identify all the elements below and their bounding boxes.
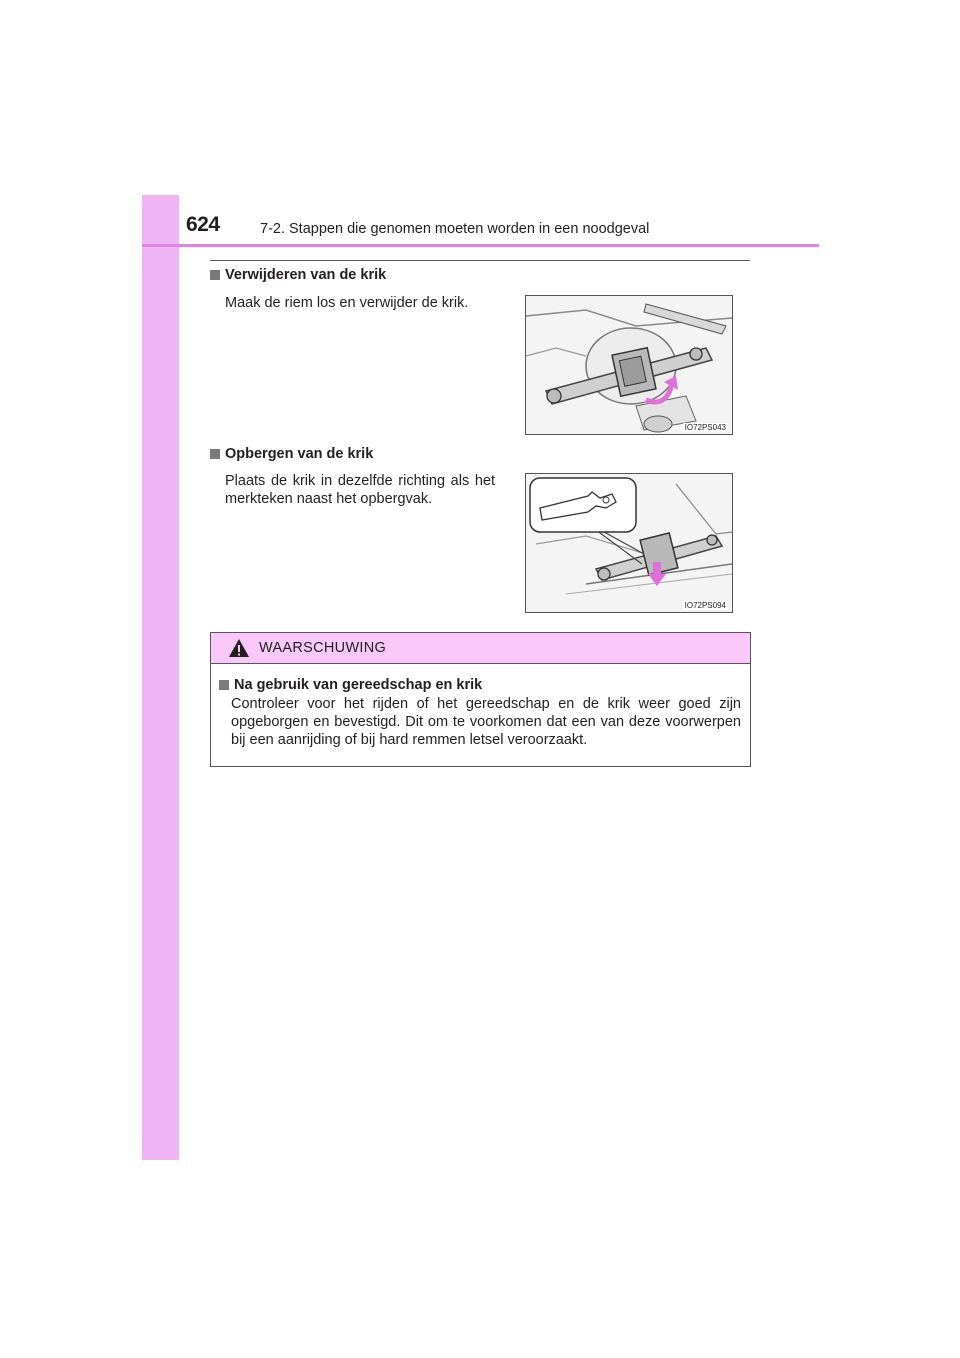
warning-header	[211, 633, 750, 664]
square-bullet-icon	[210, 449, 220, 459]
warning-box	[210, 632, 751, 767]
figure-code: IO72PS094	[684, 601, 726, 610]
warning-text: Controleer voor het rijden of het gereedschap en de krik weer goed zijn opgeborgen en bevestigd. Dit om te voorkomen dat een van deze voorwerpen bij een aanrijding of bij hard remmen letsel veroorzaakt.	[231, 696, 741, 748]
square-bullet-icon	[219, 680, 229, 690]
jack-removal-drawing	[526, 296, 732, 434]
square-bullet-icon	[210, 270, 220, 280]
warning-heading: Na gebruik van gereedschap en krik	[219, 677, 482, 693]
chapter-title: 7-2. Stappen die genomen moeten worden in een noodgeval	[260, 221, 650, 237]
figure-code: IO72PS043	[684, 423, 726, 432]
page-number: 624	[186, 213, 220, 236]
chapter-side-tab	[142, 195, 179, 1160]
section-heading-store-jack: Opbergen van de krik	[210, 446, 373, 462]
section-text-store-jack: Plaats de krik in dezelfde richting als het merkteken naast het opbergvak.	[225, 473, 495, 507]
jack-storage-illustration	[525, 473, 733, 613]
content-top-rule	[210, 260, 750, 261]
warning-title: WAARSCHUWING	[259, 640, 387, 656]
jack-removal-illustration	[525, 295, 733, 435]
header-rule	[142, 244, 819, 247]
section-heading-remove-jack: Verwijderen van de krik	[210, 267, 386, 283]
jack-storage-drawing	[526, 474, 732, 612]
warning-triangle-icon	[228, 638, 250, 658]
section-text-remove-jack: Maak de riem los en verwijder de krik.	[225, 295, 469, 311]
